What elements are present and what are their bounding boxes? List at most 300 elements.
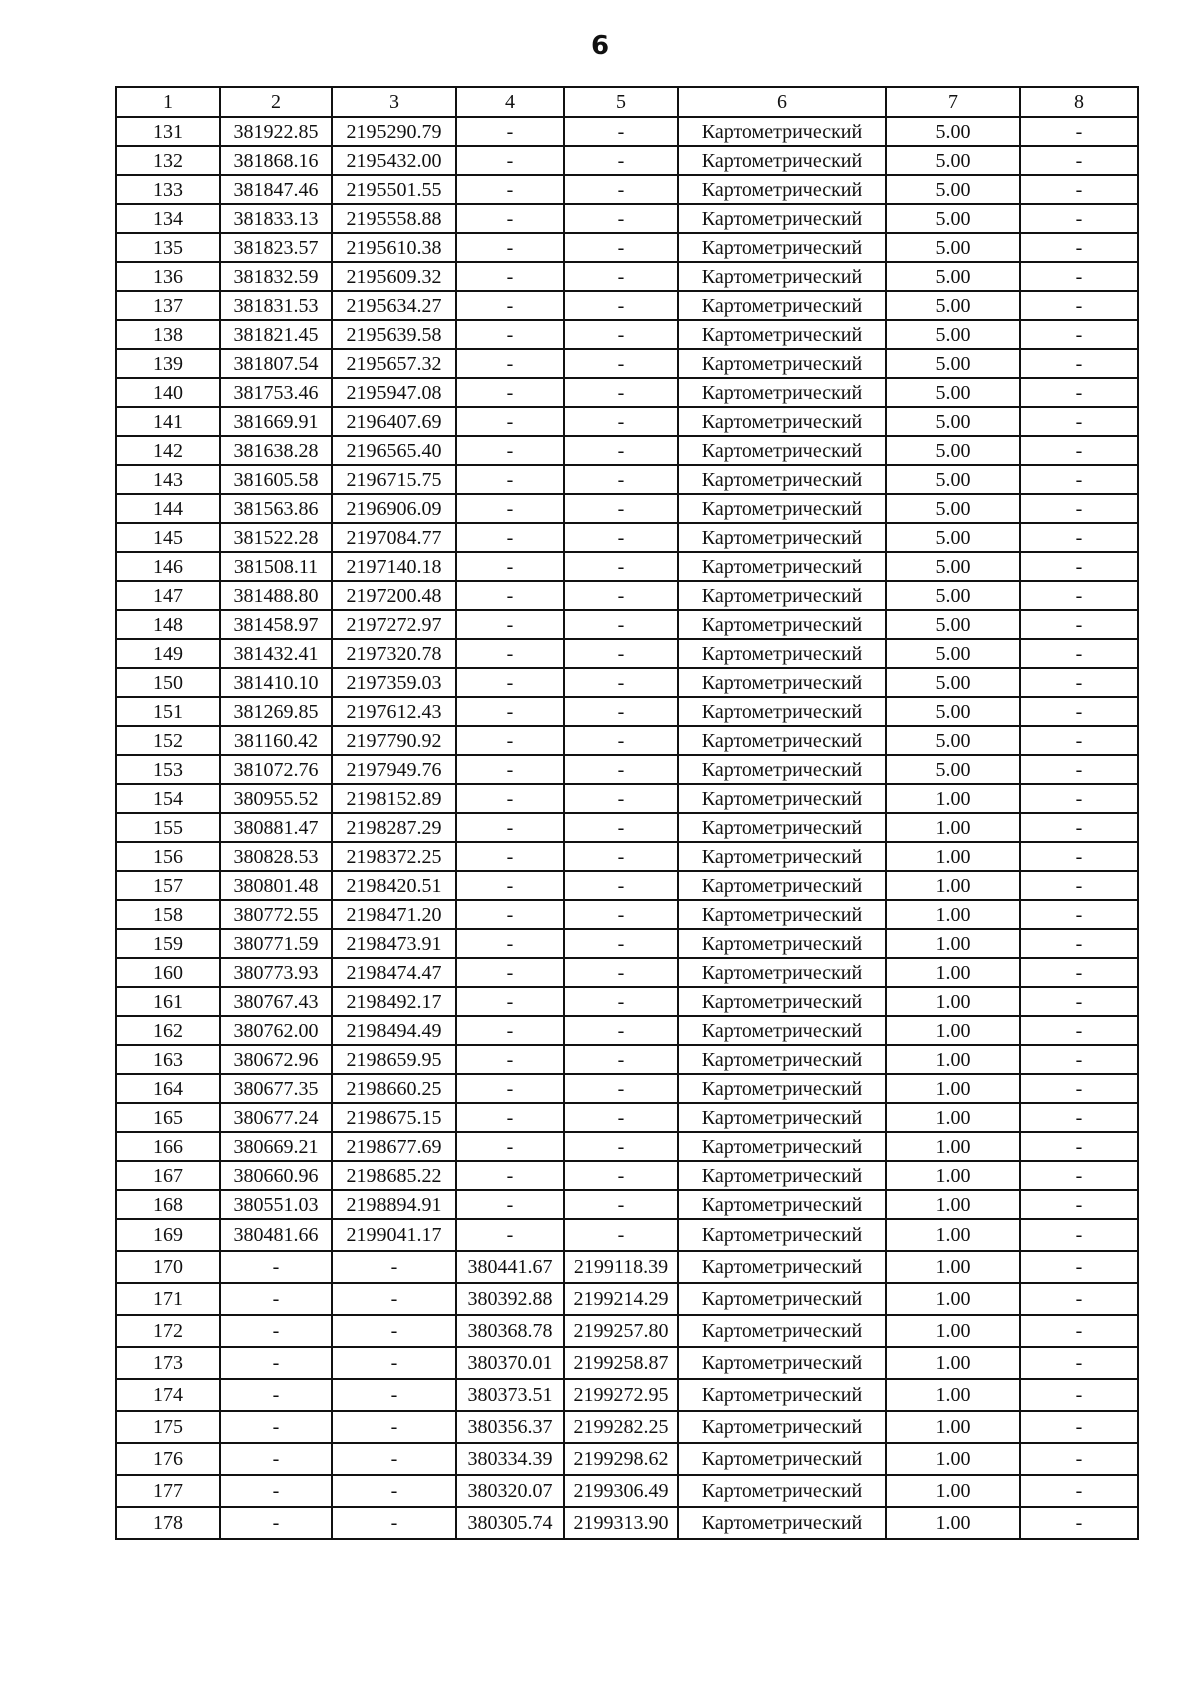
cell-method: Картометрический: [678, 146, 886, 175]
cell-y-new-coordinate: -: [564, 668, 678, 697]
cell-point-number: 156: [116, 842, 220, 871]
cell-x-new-coordinate: -: [456, 291, 564, 320]
cell-x-new-coordinate: -: [456, 1132, 564, 1161]
cell-method: Картометрический: [678, 1347, 886, 1379]
cell-x-new-coordinate: -: [456, 233, 564, 262]
cell-y-new-coordinate: -: [564, 581, 678, 610]
cell-x-new-coordinate: -: [456, 784, 564, 813]
cell-y-coordinate: 2197140.18: [332, 552, 456, 581]
cell-y-coordinate: 2197320.78: [332, 639, 456, 668]
cell-precision: 1.00: [886, 1132, 1020, 1161]
cell-description: -: [1020, 1074, 1138, 1103]
cell-x-new-coordinate: -: [456, 146, 564, 175]
cell-method: Картометрический: [678, 1103, 886, 1132]
cell-point-number: 133: [116, 175, 220, 204]
table-row: [116, 697, 1138, 726]
table-row: [116, 726, 1138, 755]
cell-y-coordinate: 2196565.40: [332, 436, 456, 465]
table-row: [116, 639, 1138, 668]
cell-y-coordinate: 2198494.49: [332, 1016, 456, 1045]
cell-precision: 5.00: [886, 726, 1020, 755]
table-row: [116, 262, 1138, 291]
cell-precision: 5.00: [886, 320, 1020, 349]
cell-x-coordinate: -: [220, 1347, 332, 1379]
cell-point-number: 134: [116, 204, 220, 233]
cell-method: Картометрический: [678, 1443, 886, 1475]
cell-precision: 1.00: [886, 1219, 1020, 1251]
cell-description: -: [1020, 1103, 1138, 1132]
cell-x-coordinate: -: [220, 1315, 332, 1347]
cell-point-number: 169: [116, 1219, 220, 1251]
cell-y-coordinate: 2198287.29: [332, 813, 456, 842]
cell-y-new-coordinate: -: [564, 552, 678, 581]
table-row: [116, 117, 1138, 146]
cell-y-coordinate: 2198660.25: [332, 1074, 456, 1103]
cell-precision: 1.00: [886, 1251, 1020, 1283]
cell-y-new-coordinate: -: [564, 1074, 678, 1103]
cell-y-coordinate: 2198659.95: [332, 1045, 456, 1074]
table-row: [116, 1132, 1138, 1161]
cell-precision: 1.00: [886, 784, 1020, 813]
cell-x-coordinate: 381269.85: [220, 697, 332, 726]
table-row: [116, 755, 1138, 784]
table-row: [116, 175, 1138, 204]
cell-y-coordinate: -: [332, 1283, 456, 1315]
cell-precision: 5.00: [886, 349, 1020, 378]
cell-x-coordinate: 381563.86: [220, 494, 332, 523]
cell-x-new-coordinate: -: [456, 407, 564, 436]
cell-x-new-coordinate: -: [456, 378, 564, 407]
cell-x-new-coordinate: -: [456, 871, 564, 900]
cell-precision: 1.00: [886, 871, 1020, 900]
cell-point-number: 178: [116, 1507, 220, 1539]
cell-y-new-coordinate: 2199306.49: [564, 1475, 678, 1507]
cell-x-coordinate: 380772.55: [220, 900, 332, 929]
cell-x-coordinate: 381160.42: [220, 726, 332, 755]
cell-y-new-coordinate: -: [564, 784, 678, 813]
cell-description: -: [1020, 900, 1138, 929]
cell-method: Картометрический: [678, 436, 886, 465]
cell-x-coordinate: 380828.53: [220, 842, 332, 871]
cell-point-number: 144: [116, 494, 220, 523]
cell-point-number: 158: [116, 900, 220, 929]
cell-y-coordinate: 2198471.20: [332, 900, 456, 929]
cell-x-new-coordinate: -: [456, 465, 564, 494]
cell-y-coordinate: 2195639.58: [332, 320, 456, 349]
cell-y-coordinate: 2197790.92: [332, 726, 456, 755]
cell-y-new-coordinate: -: [564, 929, 678, 958]
cell-description: -: [1020, 755, 1138, 784]
cell-x-coordinate: 381508.11: [220, 552, 332, 581]
cell-point-number: 166: [116, 1132, 220, 1161]
cell-x-new-coordinate: -: [456, 436, 564, 465]
cell-x-coordinate: 381072.76: [220, 755, 332, 784]
cell-precision: 1.00: [886, 1507, 1020, 1539]
cell-description: -: [1020, 146, 1138, 175]
cell-precision: 5.00: [886, 610, 1020, 639]
cell-method: Картометрический: [678, 1411, 886, 1443]
cell-method: Картометрический: [678, 639, 886, 668]
cell-description: -: [1020, 958, 1138, 987]
cell-point-number: 160: [116, 958, 220, 987]
coordinates-table: [115, 86, 1139, 1540]
table-row: [116, 842, 1138, 871]
cell-x-coordinate: 381833.13: [220, 204, 332, 233]
cell-y-coordinate: 2195634.27: [332, 291, 456, 320]
cell-y-new-coordinate: -: [564, 639, 678, 668]
cell-precision: 5.00: [886, 668, 1020, 697]
cell-description: -: [1020, 726, 1138, 755]
cell-x-coordinate: 381821.45: [220, 320, 332, 349]
cell-x-new-coordinate: -: [456, 668, 564, 697]
cell-y-coordinate: 2198420.51: [332, 871, 456, 900]
cell-x-new-coordinate: 380392.88: [456, 1283, 564, 1315]
cell-x-coordinate: -: [220, 1379, 332, 1411]
cell-method: Картометрический: [678, 755, 886, 784]
cell-y-new-coordinate: -: [564, 117, 678, 146]
cell-method: Картометрический: [678, 291, 886, 320]
cell-x-new-coordinate: -: [456, 697, 564, 726]
cell-method: Картометрический: [678, 958, 886, 987]
cell-x-coordinate: 381831.53: [220, 291, 332, 320]
cell-description: -: [1020, 233, 1138, 262]
table-row: [116, 233, 1138, 262]
cell-y-coordinate: 2197200.48: [332, 581, 456, 610]
cell-y-coordinate: -: [332, 1475, 456, 1507]
cell-x-new-coordinate: 380320.07: [456, 1475, 564, 1507]
cell-point-number: 152: [116, 726, 220, 755]
cell-method: Картометрический: [678, 378, 886, 407]
cell-precision: 1.00: [886, 958, 1020, 987]
cell-y-new-coordinate: -: [564, 146, 678, 175]
cell-description: -: [1020, 291, 1138, 320]
cell-point-number: 146: [116, 552, 220, 581]
cell-precision: 1.00: [886, 1443, 1020, 1475]
cell-point-number: 170: [116, 1251, 220, 1283]
cell-method: Картометрический: [678, 842, 886, 871]
cell-method: Картометрический: [678, 523, 886, 552]
cell-description: -: [1020, 871, 1138, 900]
cell-point-number: 177: [116, 1475, 220, 1507]
cell-description: -: [1020, 1411, 1138, 1443]
cell-x-new-coordinate: -: [456, 117, 564, 146]
table-row: [116, 813, 1138, 842]
cell-description: -: [1020, 813, 1138, 842]
column-header-y-coordinate: 3: [332, 87, 456, 117]
cell-x-coordinate: -: [220, 1443, 332, 1475]
table-row: [116, 378, 1138, 407]
cell-y-new-coordinate: 2199282.25: [564, 1411, 678, 1443]
table-row: [116, 146, 1138, 175]
cell-precision: 5.00: [886, 175, 1020, 204]
cell-point-number: 138: [116, 320, 220, 349]
cell-x-coordinate: 381458.97: [220, 610, 332, 639]
table-row: [116, 1161, 1138, 1190]
cell-x-coordinate: 380481.66: [220, 1219, 332, 1251]
cell-y-coordinate: 2196407.69: [332, 407, 456, 436]
cell-y-new-coordinate: -: [564, 378, 678, 407]
cell-description: -: [1020, 1475, 1138, 1507]
cell-point-number: 174: [116, 1379, 220, 1411]
cell-precision: 5.00: [886, 697, 1020, 726]
cell-x-new-coordinate: -: [456, 1016, 564, 1045]
cell-description: -: [1020, 1016, 1138, 1045]
cell-precision: 1.00: [886, 1103, 1020, 1132]
cell-x-coordinate: -: [220, 1411, 332, 1443]
cell-x-new-coordinate: -: [456, 639, 564, 668]
cell-x-new-coordinate: -: [456, 204, 564, 233]
cell-method: Картометрический: [678, 175, 886, 204]
cell-y-coordinate: 2197612.43: [332, 697, 456, 726]
cell-method: Картометрический: [678, 552, 886, 581]
cell-y-coordinate: -: [332, 1507, 456, 1539]
cell-point-number: 164: [116, 1074, 220, 1103]
cell-y-coordinate: -: [332, 1251, 456, 1283]
cell-description: -: [1020, 262, 1138, 291]
cell-x-coordinate: 380881.47: [220, 813, 332, 842]
cell-x-coordinate: 380773.93: [220, 958, 332, 987]
cell-y-new-coordinate: -: [564, 436, 678, 465]
cell-y-coordinate: 2198372.25: [332, 842, 456, 871]
cell-x-new-coordinate: -: [456, 175, 564, 204]
cell-y-coordinate: -: [332, 1443, 456, 1475]
cell-description: -: [1020, 1190, 1138, 1219]
cell-y-coordinate: 2197084.77: [332, 523, 456, 552]
cell-y-new-coordinate: -: [564, 1016, 678, 1045]
cell-y-new-coordinate: -: [564, 407, 678, 436]
cell-method: Картометрический: [678, 320, 886, 349]
cell-x-coordinate: 381847.46: [220, 175, 332, 204]
cell-precision: 5.00: [886, 755, 1020, 784]
table-row: [116, 871, 1138, 900]
cell-x-new-coordinate: -: [456, 349, 564, 378]
cell-point-number: 157: [116, 871, 220, 900]
cell-point-number: 162: [116, 1016, 220, 1045]
cell-y-new-coordinate: -: [564, 262, 678, 291]
table-row: [116, 1074, 1138, 1103]
cell-method: Картометрический: [678, 900, 886, 929]
cell-description: -: [1020, 987, 1138, 1016]
table-row: [116, 987, 1138, 1016]
table-row: [116, 784, 1138, 813]
cell-method: Картометрический: [678, 1283, 886, 1315]
table-row: [116, 523, 1138, 552]
cell-x-coordinate: 381922.85: [220, 117, 332, 146]
cell-precision: 1.00: [886, 1379, 1020, 1411]
table-row: [116, 900, 1138, 929]
cell-y-new-coordinate: -: [564, 291, 678, 320]
cell-x-new-coordinate: -: [456, 1219, 564, 1251]
cell-description: -: [1020, 407, 1138, 436]
table-row: [116, 1347, 1138, 1379]
cell-precision: 5.00: [886, 639, 1020, 668]
table-body: [116, 87, 1138, 1539]
cell-x-new-coordinate: 380334.39: [456, 1443, 564, 1475]
cell-y-coordinate: 2197949.76: [332, 755, 456, 784]
cell-y-new-coordinate: 2199257.80: [564, 1315, 678, 1347]
cell-y-coordinate: 2195290.79: [332, 117, 456, 146]
table-row: [116, 1103, 1138, 1132]
cell-method: Картометрический: [678, 262, 886, 291]
cell-y-new-coordinate: -: [564, 1045, 678, 1074]
cell-y-coordinate: 2199041.17: [332, 1219, 456, 1251]
cell-x-coordinate: 381832.59: [220, 262, 332, 291]
cell-x-coordinate: 380762.00: [220, 1016, 332, 1045]
cell-precision: 1.00: [886, 900, 1020, 929]
cell-y-coordinate: 2195610.38: [332, 233, 456, 262]
cell-description: -: [1020, 929, 1138, 958]
cell-description: -: [1020, 581, 1138, 610]
cell-y-new-coordinate: 2199118.39: [564, 1251, 678, 1283]
cell-y-coordinate: 2197359.03: [332, 668, 456, 697]
column-header-point-number: 1: [116, 87, 220, 117]
cell-y-new-coordinate: -: [564, 494, 678, 523]
cell-precision: 5.00: [886, 407, 1020, 436]
cell-precision: 5.00: [886, 465, 1020, 494]
cell-method: Картометрический: [678, 407, 886, 436]
cell-method: Картометрический: [678, 871, 886, 900]
cell-y-coordinate: 2195947.08: [332, 378, 456, 407]
cell-x-coordinate: -: [220, 1283, 332, 1315]
cell-method: Картометрический: [678, 784, 886, 813]
cell-x-new-coordinate: -: [456, 262, 564, 291]
cell-precision: 1.00: [886, 1315, 1020, 1347]
column-header-method: 6: [678, 87, 886, 117]
cell-x-new-coordinate: 380305.74: [456, 1507, 564, 1539]
cell-x-coordinate: 380771.59: [220, 929, 332, 958]
cell-x-new-coordinate: -: [456, 900, 564, 929]
cell-precision: 1.00: [886, 813, 1020, 842]
cell-description: -: [1020, 465, 1138, 494]
cell-x-coordinate: -: [220, 1251, 332, 1283]
cell-point-number: 161: [116, 987, 220, 1016]
cell-y-coordinate: -: [332, 1315, 456, 1347]
cell-point-number: 137: [116, 291, 220, 320]
column-header-x-coordinate: 2: [220, 87, 332, 117]
cell-y-new-coordinate: -: [564, 204, 678, 233]
cell-x-coordinate: -: [220, 1507, 332, 1539]
cell-y-new-coordinate: -: [564, 987, 678, 1016]
cell-point-number: 131: [116, 117, 220, 146]
cell-x-new-coordinate: -: [456, 552, 564, 581]
table-row: [116, 1507, 1138, 1539]
cell-x-coordinate: 380677.35: [220, 1074, 332, 1103]
cell-x-coordinate: 380551.03: [220, 1190, 332, 1219]
cell-x-new-coordinate: -: [456, 958, 564, 987]
cell-description: -: [1020, 1251, 1138, 1283]
cell-x-new-coordinate: -: [456, 726, 564, 755]
cell-y-new-coordinate: 2199258.87: [564, 1347, 678, 1379]
table-row: [116, 1190, 1138, 1219]
cell-y-coordinate: 2198675.15: [332, 1103, 456, 1132]
cell-point-number: 145: [116, 523, 220, 552]
table-row: [116, 1219, 1138, 1251]
cell-y-new-coordinate: -: [564, 697, 678, 726]
cell-method: Картометрический: [678, 610, 886, 639]
cell-x-new-coordinate: -: [456, 581, 564, 610]
cell-y-coordinate: 2196906.09: [332, 494, 456, 523]
cell-y-coordinate: 2198492.17: [332, 987, 456, 1016]
cell-x-new-coordinate: -: [456, 523, 564, 552]
cell-precision: 5.00: [886, 291, 1020, 320]
cell-description: -: [1020, 668, 1138, 697]
cell-y-new-coordinate: -: [564, 349, 678, 378]
cell-x-coordinate: 380660.96: [220, 1161, 332, 1190]
cell-y-coordinate: -: [332, 1411, 456, 1443]
cell-precision: 1.00: [886, 1161, 1020, 1190]
cell-y-coordinate: -: [332, 1379, 456, 1411]
cell-method: Картометрический: [678, 1045, 886, 1074]
cell-x-coordinate: 381807.54: [220, 349, 332, 378]
cell-precision: 5.00: [886, 523, 1020, 552]
cell-y-new-coordinate: 2199298.62: [564, 1443, 678, 1475]
cell-y-new-coordinate: -: [564, 1161, 678, 1190]
cell-method: Картометрический: [678, 233, 886, 262]
cell-method: Картометрический: [678, 204, 886, 233]
cell-description: -: [1020, 378, 1138, 407]
cell-point-number: 139: [116, 349, 220, 378]
cell-precision: 5.00: [886, 581, 1020, 610]
cell-y-new-coordinate: -: [564, 1103, 678, 1132]
cell-method: Картометрический: [678, 1251, 886, 1283]
table-row: [116, 1283, 1138, 1315]
table-row: [116, 1045, 1138, 1074]
cell-y-coordinate: -: [332, 1347, 456, 1379]
column-header-description: 8: [1020, 87, 1138, 117]
cell-x-coordinate: 380955.52: [220, 784, 332, 813]
cell-description: -: [1020, 523, 1138, 552]
table-row: [116, 1411, 1138, 1443]
cell-x-coordinate: 380801.48: [220, 871, 332, 900]
cell-precision: 5.00: [886, 262, 1020, 291]
cell-description: -: [1020, 639, 1138, 668]
cell-description: -: [1020, 697, 1138, 726]
column-header-y-new-coordinate: 5: [564, 87, 678, 117]
cell-x-new-coordinate: -: [456, 813, 564, 842]
cell-x-new-coordinate: -: [456, 1103, 564, 1132]
cell-precision: 1.00: [886, 1016, 1020, 1045]
cell-precision: 1.00: [886, 929, 1020, 958]
cell-y-new-coordinate: -: [564, 175, 678, 204]
cell-method: Картометрический: [678, 929, 886, 958]
table-row: [116, 436, 1138, 465]
cell-point-number: 147: [116, 581, 220, 610]
table-row: [116, 1475, 1138, 1507]
cell-y-new-coordinate: -: [564, 958, 678, 987]
cell-method: Картометрический: [678, 581, 886, 610]
cell-point-number: 141: [116, 407, 220, 436]
cell-description: -: [1020, 784, 1138, 813]
cell-y-coordinate: 2198685.22: [332, 1161, 456, 1190]
table-row: [116, 958, 1138, 987]
table-row: [116, 668, 1138, 697]
cell-precision: 5.00: [886, 494, 1020, 523]
cell-method: Картометрический: [678, 465, 886, 494]
cell-precision: 1.00: [886, 1347, 1020, 1379]
column-header-precision: 7: [886, 87, 1020, 117]
cell-description: -: [1020, 1507, 1138, 1539]
cell-point-number: 175: [116, 1411, 220, 1443]
cell-y-new-coordinate: -: [564, 900, 678, 929]
cell-description: -: [1020, 175, 1138, 204]
cell-x-new-coordinate: -: [456, 1190, 564, 1219]
cell-point-number: 172: [116, 1315, 220, 1347]
cell-x-coordinate: 380677.24: [220, 1103, 332, 1132]
cell-x-coordinate: 381753.46: [220, 378, 332, 407]
table-row: [116, 465, 1138, 494]
cell-method: Картометрический: [678, 1315, 886, 1347]
cell-x-new-coordinate: -: [456, 610, 564, 639]
